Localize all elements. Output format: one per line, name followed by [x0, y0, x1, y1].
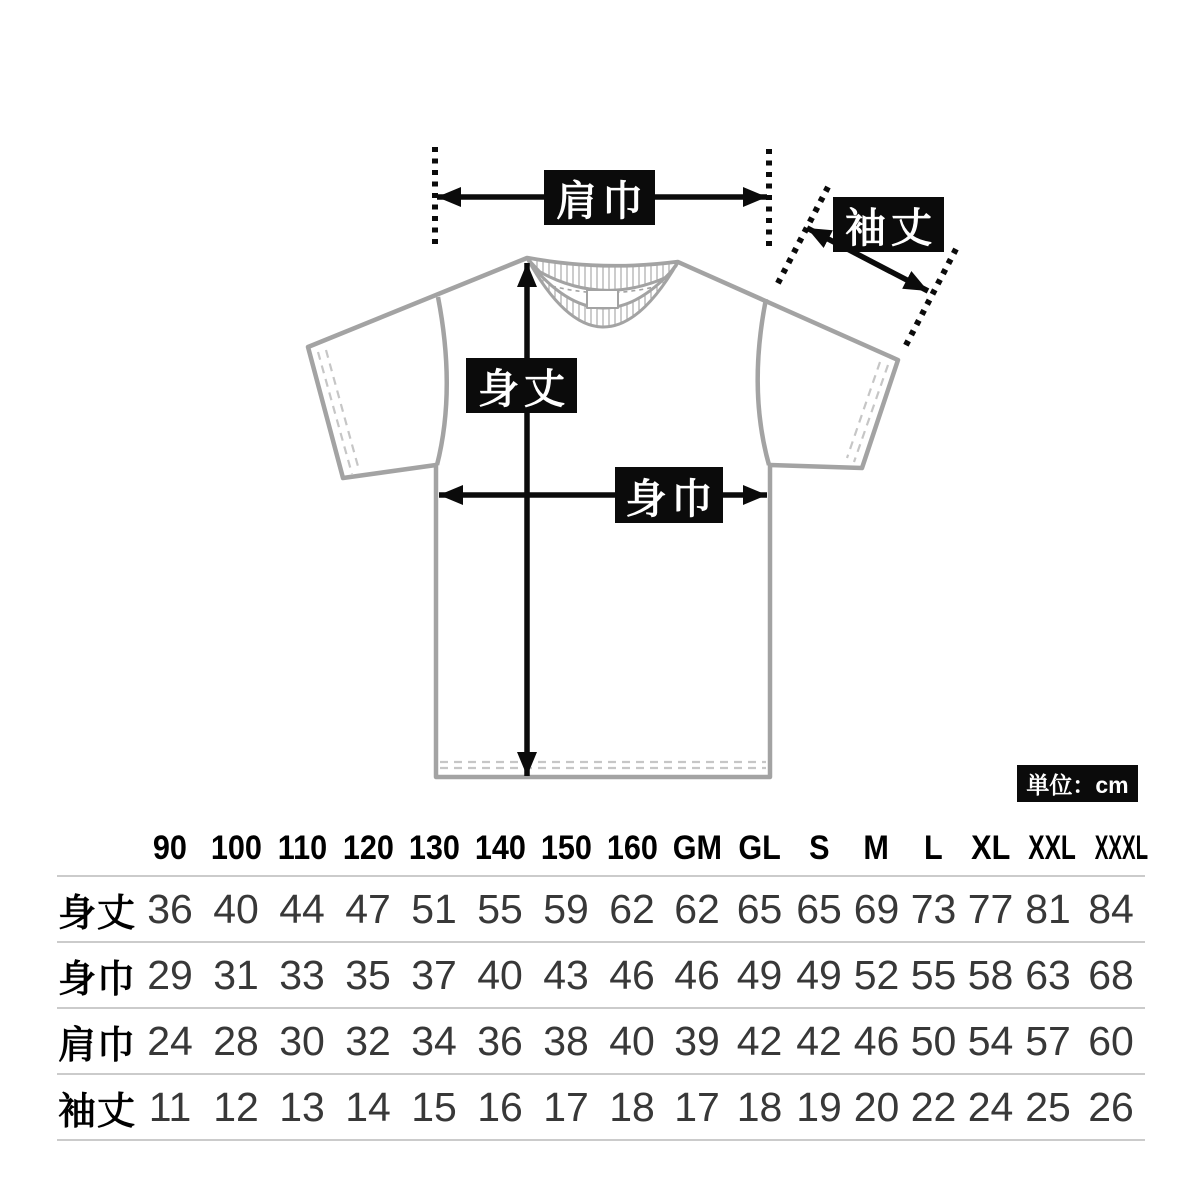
measurement-value-cell: 25 — [1019, 1074, 1077, 1140]
measurement-value-cell: 20 — [848, 1074, 905, 1140]
measurement-row-label: 袖丈 — [57, 1074, 137, 1140]
measurement-value-cell: 77 — [962, 876, 1019, 942]
measurement-value-cell: 59 — [533, 876, 599, 942]
measurement-row — [57, 1008, 1145, 1074]
size-col-header: 100 — [203, 822, 269, 876]
measurement-value-cell: 49 — [729, 942, 790, 1008]
measurement-value-cell: 62 — [599, 876, 665, 942]
measurement-row-label: 身巾 — [57, 942, 137, 1008]
measurement-value-cell: 30 — [269, 1008, 335, 1074]
measurement-value-cell: 24 — [962, 1074, 1019, 1140]
measurement-value-cell: 17 — [665, 1074, 729, 1140]
measurement-value-cell: 49 — [790, 942, 848, 1008]
size-col-header: XXXL — [1077, 822, 1145, 876]
size-col-header: 150 — [533, 822, 599, 876]
measurement-value-cell: 42 — [790, 1008, 848, 1074]
measurement-value-cell: 16 — [467, 1074, 533, 1140]
size-col-header: 160 — [599, 822, 665, 876]
size-col-header: 110 — [269, 822, 335, 876]
measurement-value-cell: 29 — [137, 942, 203, 1008]
measurement-value-cell: 62 — [665, 876, 729, 942]
size-chart-table — [57, 822, 1149, 1141]
measurement-value-cell: 36 — [467, 1008, 533, 1074]
measurement-value-cell: 51 — [401, 876, 467, 942]
measurement-value-cell: 65 — [790, 876, 848, 942]
body-width-label: 身巾 — [615, 467, 723, 523]
measurement-value-cell: 37 — [401, 942, 467, 1008]
size-col-header: 120 — [335, 822, 401, 876]
measurement-value-cell: 39 — [665, 1008, 729, 1074]
measurement-value-cell: 57 — [1019, 1008, 1077, 1074]
size-table-head — [57, 822, 1149, 876]
measurement-value-cell: 69 — [848, 876, 905, 942]
size-col-header: L — [905, 822, 962, 876]
measurement-value-cell: 40 — [599, 1008, 665, 1074]
measurement-value-cell: 12 — [203, 1074, 269, 1140]
measurement-value-cell: 33 — [269, 942, 335, 1008]
shoulder-width-label: 肩巾 — [544, 170, 655, 225]
size-col-header: GM — [665, 822, 729, 876]
measurement-row-label: 身丈 — [57, 876, 137, 942]
size-col-header: M — [848, 822, 905, 876]
measurement-value-cell: 40 — [467, 942, 533, 1008]
neck-tag — [587, 290, 618, 308]
measurement-value-cell: 46 — [848, 1008, 905, 1074]
measurement-value-cell: 15 — [401, 1074, 467, 1140]
measurement-value-cell: 40 — [203, 876, 269, 942]
measurement-row — [57, 876, 1145, 942]
size-col-header: 90 — [137, 822, 203, 876]
size-header-row — [57, 822, 1145, 876]
measurement-value-cell: 46 — [599, 942, 665, 1008]
measurement-value-cell: 19 — [790, 1074, 848, 1140]
measurement-value-cell: 24 — [137, 1008, 203, 1074]
measurement-value-cell: 54 — [962, 1008, 1019, 1074]
measurement-value-cell: 55 — [905, 942, 962, 1008]
measurement-value-cell: 58 — [962, 942, 1019, 1008]
unit-label: 単位：cm — [1017, 765, 1138, 802]
size-col-header: XL — [962, 822, 1019, 876]
size-col-header: 130 — [401, 822, 467, 876]
measurement-value-cell: 13 — [269, 1074, 335, 1140]
measurement-value-cell: 38 — [533, 1008, 599, 1074]
measurement-row-label: 肩巾 — [57, 1008, 137, 1074]
measurement-value-cell: 63 — [1019, 942, 1077, 1008]
measurement-value-cell: 18 — [729, 1074, 790, 1140]
measurement-value-cell: 22 — [905, 1074, 962, 1140]
measurement-value-cell: 50 — [905, 1008, 962, 1074]
measurement-value-cell: 28 — [203, 1008, 269, 1074]
measurement-value-cell: 68 — [1077, 942, 1145, 1008]
measurement-value-cell: 34 — [401, 1008, 467, 1074]
measurement-value-cell: 84 — [1077, 876, 1145, 942]
measurement-value-cell: 42 — [729, 1008, 790, 1074]
measurement-value-cell: 43 — [533, 942, 599, 1008]
measurement-value-cell: 31 — [203, 942, 269, 1008]
measurement-value-cell: 46 — [665, 942, 729, 1008]
measurement-value-cell: 55 — [467, 876, 533, 942]
sleeve-length-label: 袖丈 — [833, 197, 944, 252]
tshirt-illustration — [308, 258, 898, 777]
measurement-value-cell: 18 — [599, 1074, 665, 1140]
measurement-value-cell: 52 — [848, 942, 905, 1008]
measurement-value-cell: 81 — [1019, 876, 1077, 942]
size-col-header: GL — [729, 822, 790, 876]
measurement-value-cell: 26 — [1077, 1074, 1145, 1140]
corner-cell — [57, 822, 137, 876]
size-col-header: S — [790, 822, 848, 876]
sleeve-guide-lower — [905, 249, 956, 347]
measurement-value-cell: 44 — [269, 876, 335, 942]
measurement-value-cell: 65 — [729, 876, 790, 942]
measurement-row — [57, 1074, 1145, 1140]
measurement-value-cell: 17 — [533, 1074, 599, 1140]
measurement-value-cell: 14 — [335, 1074, 401, 1140]
measurement-value-cell: 47 — [335, 876, 401, 942]
measurement-value-cell: 60 — [1077, 1008, 1145, 1074]
size-col-header: XXL — [1019, 822, 1077, 876]
size-col-header: 140 — [467, 822, 533, 876]
measurement-value-cell: 11 — [137, 1074, 203, 1140]
measurement-row — [57, 942, 1145, 1008]
measurement-value-cell: 35 — [335, 942, 401, 1008]
measurement-value-cell: 36 — [137, 876, 203, 942]
body-length-label: 身丈 — [466, 358, 577, 413]
measurement-value-cell: 73 — [905, 876, 962, 942]
measurement-value-cell: 32 — [335, 1008, 401, 1074]
tshirt-outline — [308, 258, 898, 777]
size-table-body — [57, 876, 1145, 1140]
